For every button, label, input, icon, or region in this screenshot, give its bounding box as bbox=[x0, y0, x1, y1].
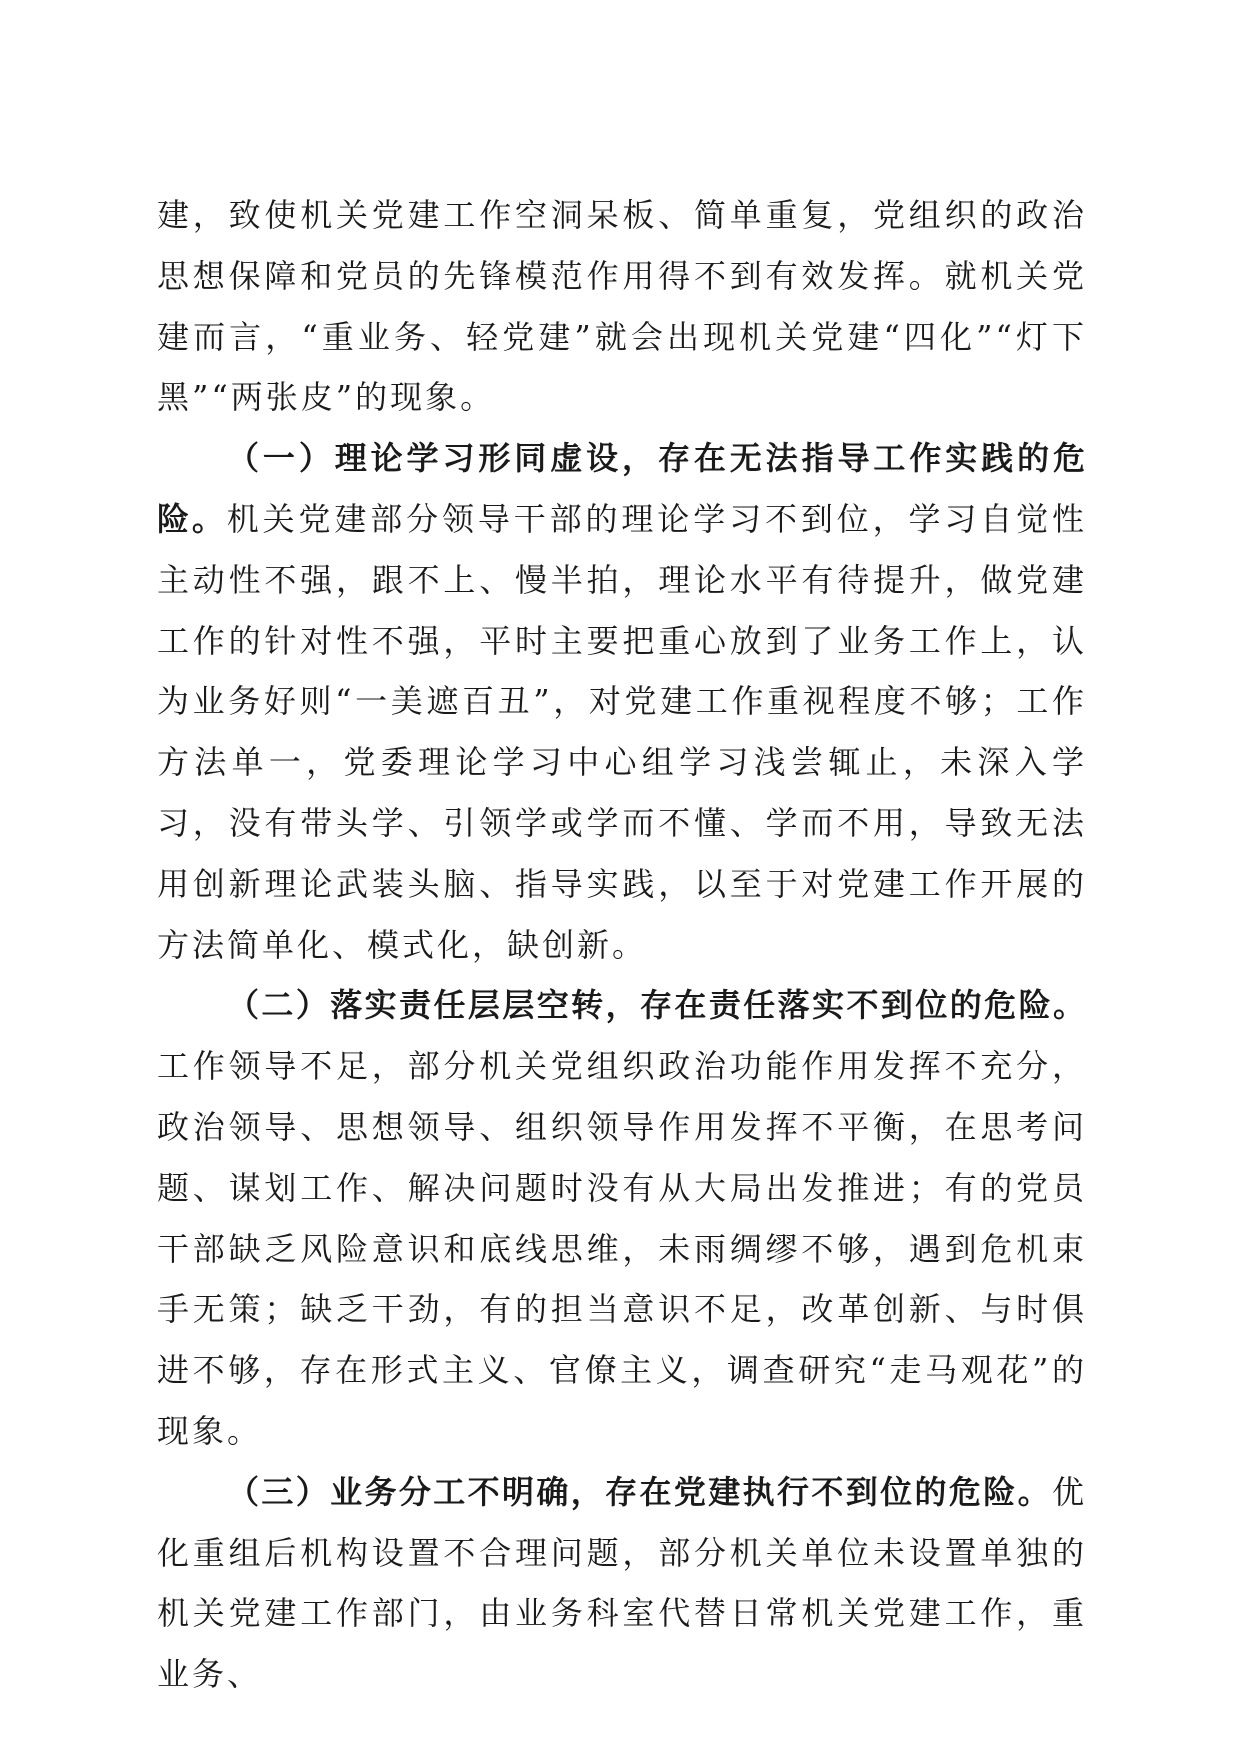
paragraph-section-2 bbox=[157, 975, 1087, 1461]
paragraph-text: 机关党建部分领导干部的理论学习不到位，学习自觉性主动性不强，跟不上、慢半拍，理论水平有待提升，做党建工作的针对性不强，平时主要把重心放到了业务工作上，认为业务好则“一美遮百丑”，对党建工作重视程度不够；工作方法单一，党委理论学习中心组学习浅尝辄止，未深入学习，没有带头学、引领学或学而不懂、学而不用，导致无法用创新理论武装头脑、指导实践，以至于对党建工作开展的方法简单化、模式化，缺创新。 bbox=[157, 499, 1087, 964]
section-heading: （一）理论学习形同虚设，存在无法指导工作实践的危险。 bbox=[157, 439, 1087, 538]
section-heading: （二）落实责任层层空转，存在责任落实不到位的危险。 bbox=[227, 986, 1087, 1025]
document-body bbox=[157, 185, 1087, 1705]
section-heading: （三）业务分工不明确，存在党建执行不到位的危险。 bbox=[227, 1472, 1052, 1511]
paragraph-text: 工作领导不足，部分机关党组织政治功能作用发挥不充分，政治领导、思想领导、组织领导作用发挥不平衡，在思考问题、谋划工作、解决问题时没有从大局出发推进；有的党员干部缺乏风险意识和底线思维，未雨绸缪不够，遇到危机束手无策；缺乏干劲，有的担当意识不足，改革创新、与时俱进不够，存在形式主义、官僚主义，调查研究“走马观花”的现象。 bbox=[157, 1047, 1087, 1450]
paragraph-text: 优化重组后机构设置不合理问题，部分机关单位未设置单独的机关党建工作部门，由业务科室代替日常机关党建工作，重业务、 bbox=[157, 1472, 1087, 1694]
paragraph-intro bbox=[157, 185, 1087, 428]
paragraph-section-1 bbox=[157, 428, 1087, 975]
paragraph-text: 建，致使机关党建工作空洞呆板、简单重复，党组织的政治思想保障和党员的先锋模范作用得不到有效发挥。就机关党建而言，“重业务、轻党建”就会出现机关党建“四化”“灯下黑”“两张皮”的现象。 bbox=[157, 196, 1087, 417]
paragraph-section-3 bbox=[157, 1462, 1087, 1705]
